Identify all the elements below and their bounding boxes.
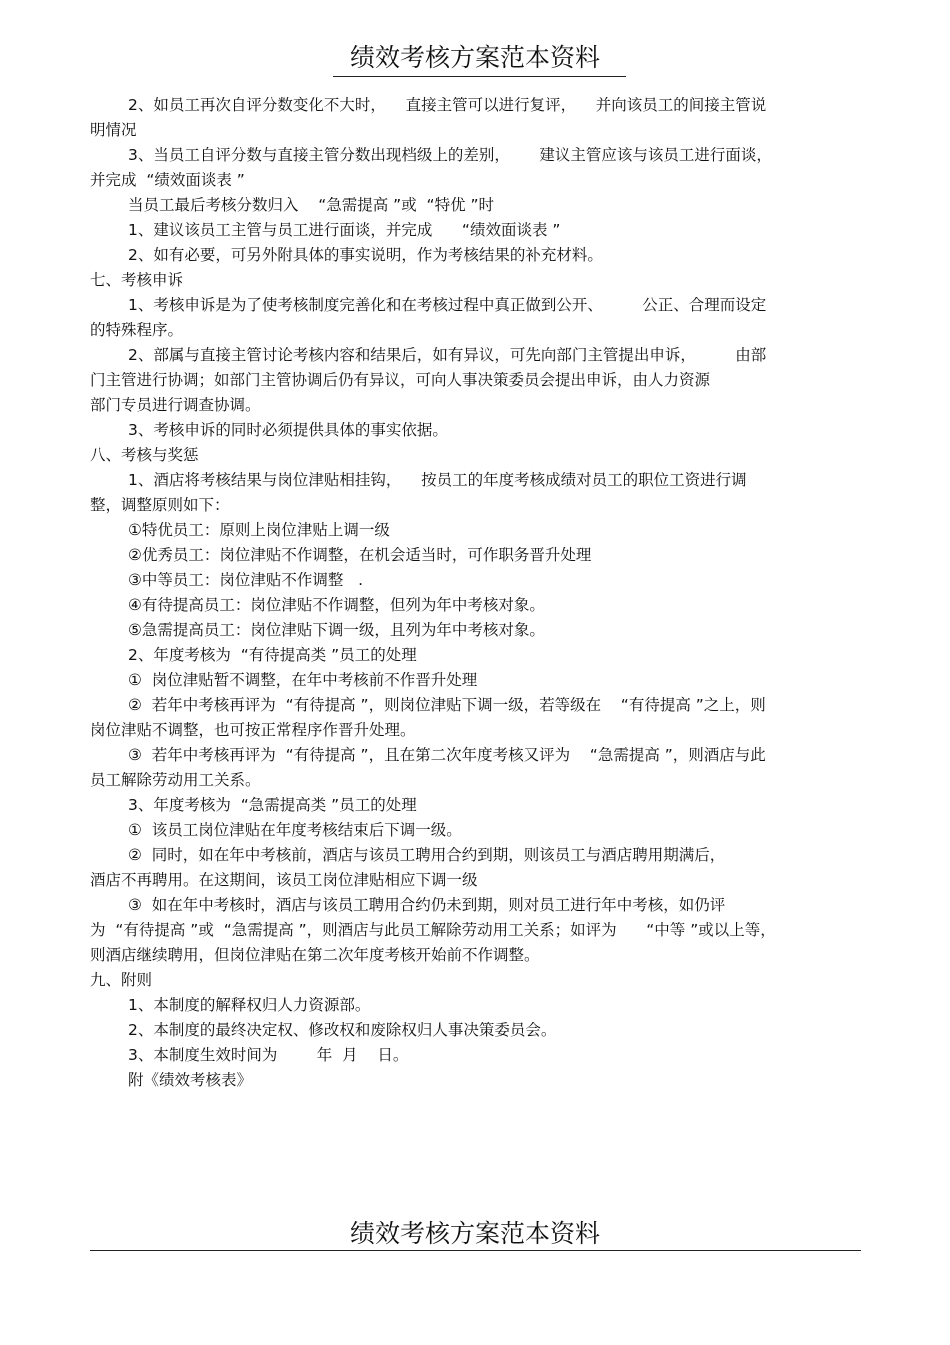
text-line: 的特殊程序。 xyxy=(90,321,184,339)
text-line: 附《绩效考核表》 xyxy=(128,1071,253,1089)
text-line: ③ 若年中考核再评为 “有待提高 ”，且在第二次年度考核又评为 “急需提高 ”，则酒店与此 xyxy=(128,746,766,764)
text-line: 3、考核申诉的同时必须提供具体的事实依据。 xyxy=(128,421,448,439)
text-line: ③中等员工：岗位津贴不作调整 . xyxy=(128,571,364,589)
section-heading: 八、考核与奖惩 xyxy=(90,446,199,464)
page-header-title: 绩效考核方案范本资料 xyxy=(349,43,600,72)
page-footer-title: 绩效考核方案范本资料 xyxy=(349,1219,600,1248)
text-line: 整，调整原则如下： xyxy=(90,496,230,514)
text-line: ② 同时，如在年中考核前，酒店与该员工聘用合约到期，则该员工与酒店聘用期满后， xyxy=(128,846,726,864)
text-line: 岗位津贴不调整，也可按正常程序作晋升处理。 xyxy=(90,721,416,739)
text-line: ③ 如在年中考核时，酒店与该员工聘用合约仍未到期，则对员工进行年中考核，如仍评 xyxy=(128,896,726,914)
section-heading: 七、考核申诉 xyxy=(90,271,184,289)
text-line: ① 该员工岗位津贴在年度考核结束后下调一级。 xyxy=(128,821,462,839)
text-line: 酒店不再聘用。在这期间，该员工岗位津贴相应下调一级 xyxy=(90,871,478,889)
text-line: 3、当员工自评分数与直接主管分数出现档级上的差别， 建议主管应该与该员工进行面谈， xyxy=(128,146,772,164)
header-rule xyxy=(333,76,626,77)
text-line: 2、本制度的最终决定权、修改权和废除权归人事决策委员会。 xyxy=(128,1021,557,1039)
text-line: ① 岗位津贴暂不调整，在年中考核前不作晋升处理 xyxy=(128,671,478,689)
text-line: 2、部属与直接主管讨论考核内容和结果后，如有异议，可先向部门主管提出申诉， 由部 xyxy=(128,346,767,364)
text-line: 部门专员进行调查协调。 xyxy=(90,396,261,414)
text-line: 2、如有必要，可另外附具体的事实说明，作为考核结果的补充材料。 xyxy=(128,246,603,264)
text-line: ①特优员工：原则上岗位津贴上调一级 xyxy=(128,521,390,539)
text-line: ④有待提高员工：岗位津贴不作调整，但列为年中考核对象。 xyxy=(128,596,545,614)
text-line: 1、酒店将考核结果与岗位津贴相挂钩， 按员工的年度考核成绩对员工的职位工资进行调 xyxy=(128,471,747,489)
text-line: ②优秀员工：岗位津贴不作调整，在机会适当时，可作职务晋升处理 xyxy=(128,546,592,564)
text-line: 为 “有待提高 ”或 “急需提高 ”，则酒店与此员工解除劳动用工关系；如评为 “中等 ”或以上等， xyxy=(90,921,776,939)
text-line: 1、本制度的解释权归人力资源部。 xyxy=(128,996,371,1014)
text-line: 并完成 “绩效面谈表 ” xyxy=(90,171,245,189)
text-line: 则酒店继续聘用，但岗位津贴在第二次年度考核开始前不作调整。 xyxy=(90,946,540,964)
text-line: 3、年度考核为 “急需提高类 ”员工的处理 xyxy=(128,796,417,814)
text-line: 1、考核申诉是为了使考核制度完善化和在考核过程中真正做到公开、 公正、合理而设定 xyxy=(128,296,767,314)
text-line: 当员工最后考核分数归入 “急需提高 ”或 “特优 ”时 xyxy=(128,196,495,214)
text-line: 2、如员工再次自评分数变化不大时， 直接主管可以进行复评， 并向该员工的间接主管说 xyxy=(128,96,767,114)
section-heading: 九、附则 xyxy=(90,971,153,989)
text-line: 明情况 xyxy=(90,121,137,139)
text-line: ⑤急需提高员工：岗位津贴下调一级，且列为年中考核对象。 xyxy=(128,621,545,639)
text-line: 2、年度考核为 “有待提高类 ”员工的处理 xyxy=(128,646,417,664)
text-line: 1、建议该员工主管与员工进行面谈，并完成 “绩效面谈表 ” xyxy=(128,221,561,239)
text-line: 3、本制度生效时间为 年 月 日。 xyxy=(128,1046,409,1064)
text-line: 门主管进行协调；如部门主管协调后仍有异议，可向人事决策委员会提出申诉，由人力资源 xyxy=(90,371,711,389)
text-line: 员工解除劳动用工关系。 xyxy=(90,771,261,789)
text-line: ② 若年中考核再评为 “有待提高 ”，则岗位津贴下调一级，若等级在 “有待提高 ”之上，则 xyxy=(128,696,766,714)
footer-rule xyxy=(90,1250,861,1251)
